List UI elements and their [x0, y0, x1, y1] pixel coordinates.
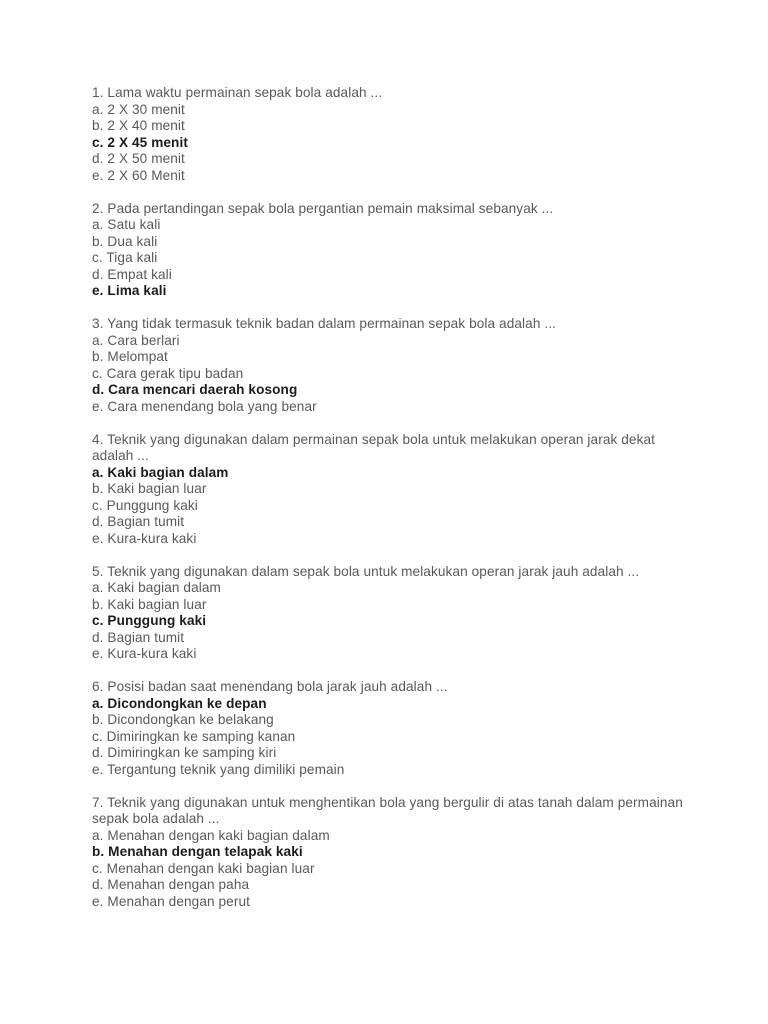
question-block: [92, 679, 684, 778]
answer-option-correct: b. Menahan dengan telapak kaki: [92, 844, 303, 859]
question-text: 1. Lama waktu permainan sepak bola adalah ...: [92, 85, 383, 100]
answer-option-correct: c. Punggung kaki: [92, 613, 207, 628]
answer-option: c. Punggung kaki: [92, 497, 198, 513]
answer-option: b. Dicondongkan ke belakang: [92, 712, 274, 727]
question-text: 6. Posisi badan saat menendang bola jarak jauh adalah ...: [92, 679, 448, 694]
answer-option: c. Tiga kali: [92, 250, 158, 265]
question-block: [92, 201, 684, 300]
question-block: [92, 432, 684, 548]
answer-option: a. Satu kali: [92, 217, 161, 232]
answer-option-correct: c. 2 X 45 menit: [92, 134, 188, 150]
answer-option-correct: d. Cara mencari daerah kosong: [92, 382, 298, 397]
answer-option: d. Bagian tumit: [92, 514, 185, 529]
answer-option: e. Kura-kura kaki: [92, 530, 197, 546]
answer-option: d. 2 X 50 menit: [92, 151, 185, 166]
answer-option-correct: a. Dicondongkan ke depan: [92, 695, 267, 711]
answer-option: d. Menahan dengan paha: [92, 877, 250, 892]
answer-option: b. Kaki bagian luar: [92, 596, 207, 612]
answer-option: d. Dimiringkan ke samping kiri: [92, 745, 277, 760]
answer-option: e. Menahan dengan perut: [92, 893, 250, 909]
question-block: [92, 316, 684, 415]
question-text: 4. Teknik yang digunakan dalam permainan sepak bola untuk melakukan operan jarak dekat adalah ...: [92, 431, 656, 463]
question-block: [92, 85, 684, 184]
quiz-document-page: [92, 85, 684, 927]
question-block: [92, 795, 684, 911]
answer-option: b. Melompat: [92, 349, 168, 364]
answer-option: e. Cara menendang bola yang benar: [92, 398, 317, 414]
answer-option: d. Empat kali: [92, 266, 172, 282]
answer-option: c. Menahan dengan kaki bagian luar: [92, 860, 315, 876]
answer-option-correct: a. Kaki bagian dalam: [92, 464, 229, 480]
question-block: [92, 564, 684, 663]
answer-option: b. 2 X 40 menit: [92, 118, 185, 133]
answer-option: c. Cara gerak tipu badan: [92, 365, 244, 381]
answer-option: b. Kaki bagian luar: [92, 481, 207, 496]
question-text: 2. Pada pertandingan sepak bola pergantian pemain maksimal sebanyak ...: [92, 200, 554, 216]
answer-option: e. Tergantung teknik yang dimiliki pemain: [92, 761, 345, 777]
answer-option-correct: e. Lima kali: [92, 283, 167, 298]
answer-option: e. 2 X 60 Menit: [92, 167, 185, 183]
answer-option: a. Kaki bagian dalam: [92, 580, 221, 595]
answer-option: b. Dua kali: [92, 233, 158, 249]
answer-option: a. Menahan dengan kaki bagian dalam: [92, 827, 330, 843]
question-text: 5. Teknik yang digunakan dalam sepak bola untuk melakukan operan jarak jauh adalah ...: [92, 563, 640, 579]
answer-option: d. Bagian tumit: [92, 629, 185, 645]
answer-option: a. 2 X 30 menit: [92, 101, 185, 117]
question-text: 7. Teknik yang digunakan untuk menghentikan bola yang bergulir di atas tanah dalam permainan sepak bola adalah ...: [92, 794, 683, 826]
answer-option: e. Kura-kura kaki: [92, 646, 197, 661]
answer-option: c. Dimiringkan ke samping kanan: [92, 728, 296, 744]
answer-option: a. Cara berlari: [92, 332, 180, 348]
question-text: 3. Yang tidak termasuk teknik badan dalam permainan sepak bola adalah ...: [92, 316, 556, 331]
